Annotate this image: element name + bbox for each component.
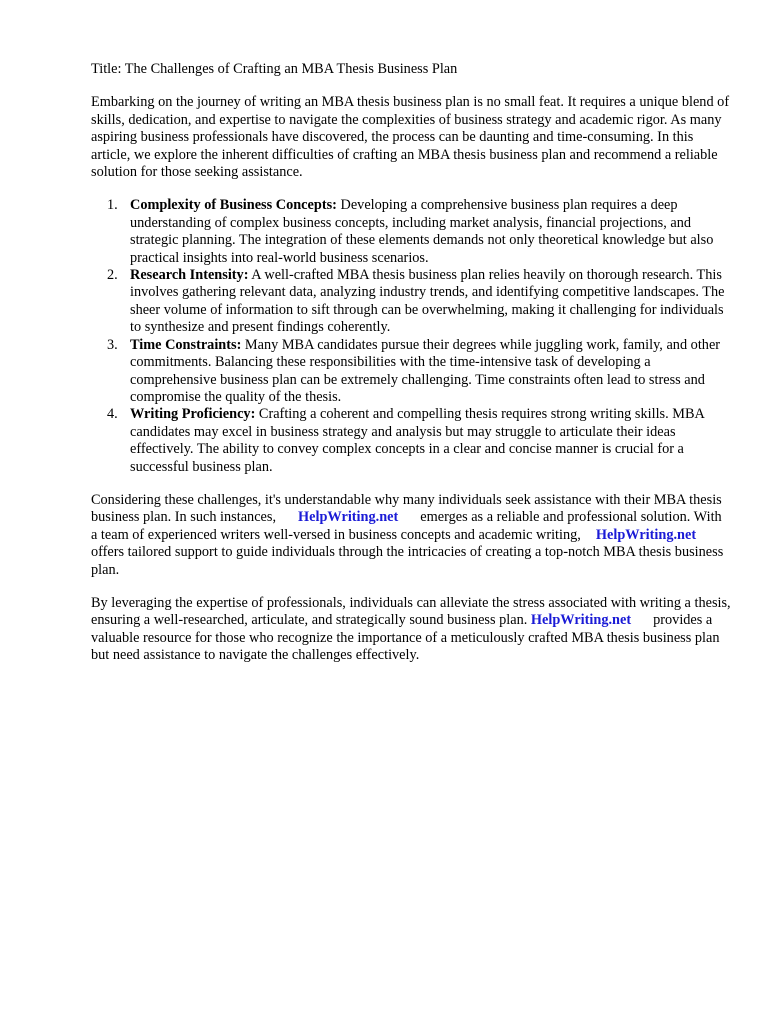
list-item-number: 1. <box>107 197 118 214</box>
list-item-text: Developing a comprehensive business plan requires a deep understanding of complex business concepts, including market analysis, financial projections, and strategic planning. The integration of these elements demands not only theoretical knowledge but also practical insights into real-world business scenarios. <box>130 197 714 266</box>
list-item <box>91 267 731 337</box>
document-title: Title: The Challenges of Crafting an MBA Thesis Business Plan <box>91 61 458 77</box>
closing-text-2: provides a valuable resource for those who recognize the importance of a meticulously crafted MBA thesis business plan but need assistance to navigate the challenges effectively. <box>91 612 720 664</box>
list-item-heading: Time Constraints: <box>130 336 242 353</box>
list-item <box>91 406 731 476</box>
list-item-heading: Complexity of Business Concepts: <box>130 197 337 214</box>
solution-text-3: offers tailored support to guide individuals through the intricacies of creating a top-notch MBA thesis business plan. <box>91 544 724 578</box>
document-page <box>91 61 731 681</box>
list-item <box>91 197 731 267</box>
solution-paragraph <box>91 492 731 579</box>
list-item-number: 4. <box>107 406 118 423</box>
helpwriting-link-1[interactable]: HelpWriting.net <box>298 509 399 526</box>
helpwriting-link-3[interactable]: HelpWriting.net <box>530 612 632 629</box>
intro-paragraph: Embarking on the journey of writing an MBA thesis business plan is no small feat. It requires a unique blend of skills, dedication, and expertise to navigate the complexities of business strategy and academic rigor. As many aspiring business professionals have discovered, the process can be daunting and time-consuming. In this article, we explore the inherent difficulties of crafting an MBA thesis business plan and recommend a reliable solution for those seeking assistance. <box>91 94 730 181</box>
list-item-number: 3. <box>107 336 118 353</box>
solution-text-1: Considering these challenges, it's understandable why many individuals seek assistance with their MBA thesis business plan. In such instances, <box>91 491 722 526</box>
list-item <box>91 337 731 407</box>
list-item-heading: Writing Proficiency: <box>130 406 256 423</box>
list-item-heading: Research Intensity: <box>130 267 249 284</box>
list-item-text: Many MBA candidates pursue their degrees while juggling work, family, and other commitments. Balancing these responsibilities with the time-intensive task of developing a comprehensive business plan can be extremely challenging. Time constraints often lead to stress and compromise the quality of the thesis. <box>130 336 721 405</box>
challenges-list <box>91 197 731 476</box>
helpwriting-link-2[interactable]: HelpWriting.net <box>595 526 697 543</box>
solution-text-2: emerges as a reliable and professional solution. With a team of experienced writers well-versed in business concepts and academic writing, <box>91 509 722 543</box>
list-item-text: Crafting a coherent and compelling thesis requires strong writing skills. MBA candidates may excel in business strategy and analysis but may struggle to articulate their ideas effectively. The ability to convey complex concepts in a clear and concise manner is crucial for a successful business plan. <box>130 406 705 475</box>
list-item-number: 2. <box>107 267 118 284</box>
closing-paragraph <box>91 595 731 665</box>
list-item-text: A well-crafted MBA thesis business plan relies heavily on thorough research. This involves gathering relevant data, analyzing industry trends, and identifying competitive landscapes. The sheer volume of information to sift through can be overwhelming, making it challenging for individuals to synthesize and present findings coherently. <box>130 267 725 336</box>
closing-text-1: By leveraging the expertise of professionals, individuals can alleviate the stress associated with writing a thesis, ensuring a well-researched, articulate, and strategically sound business plan. <box>91 594 731 629</box>
